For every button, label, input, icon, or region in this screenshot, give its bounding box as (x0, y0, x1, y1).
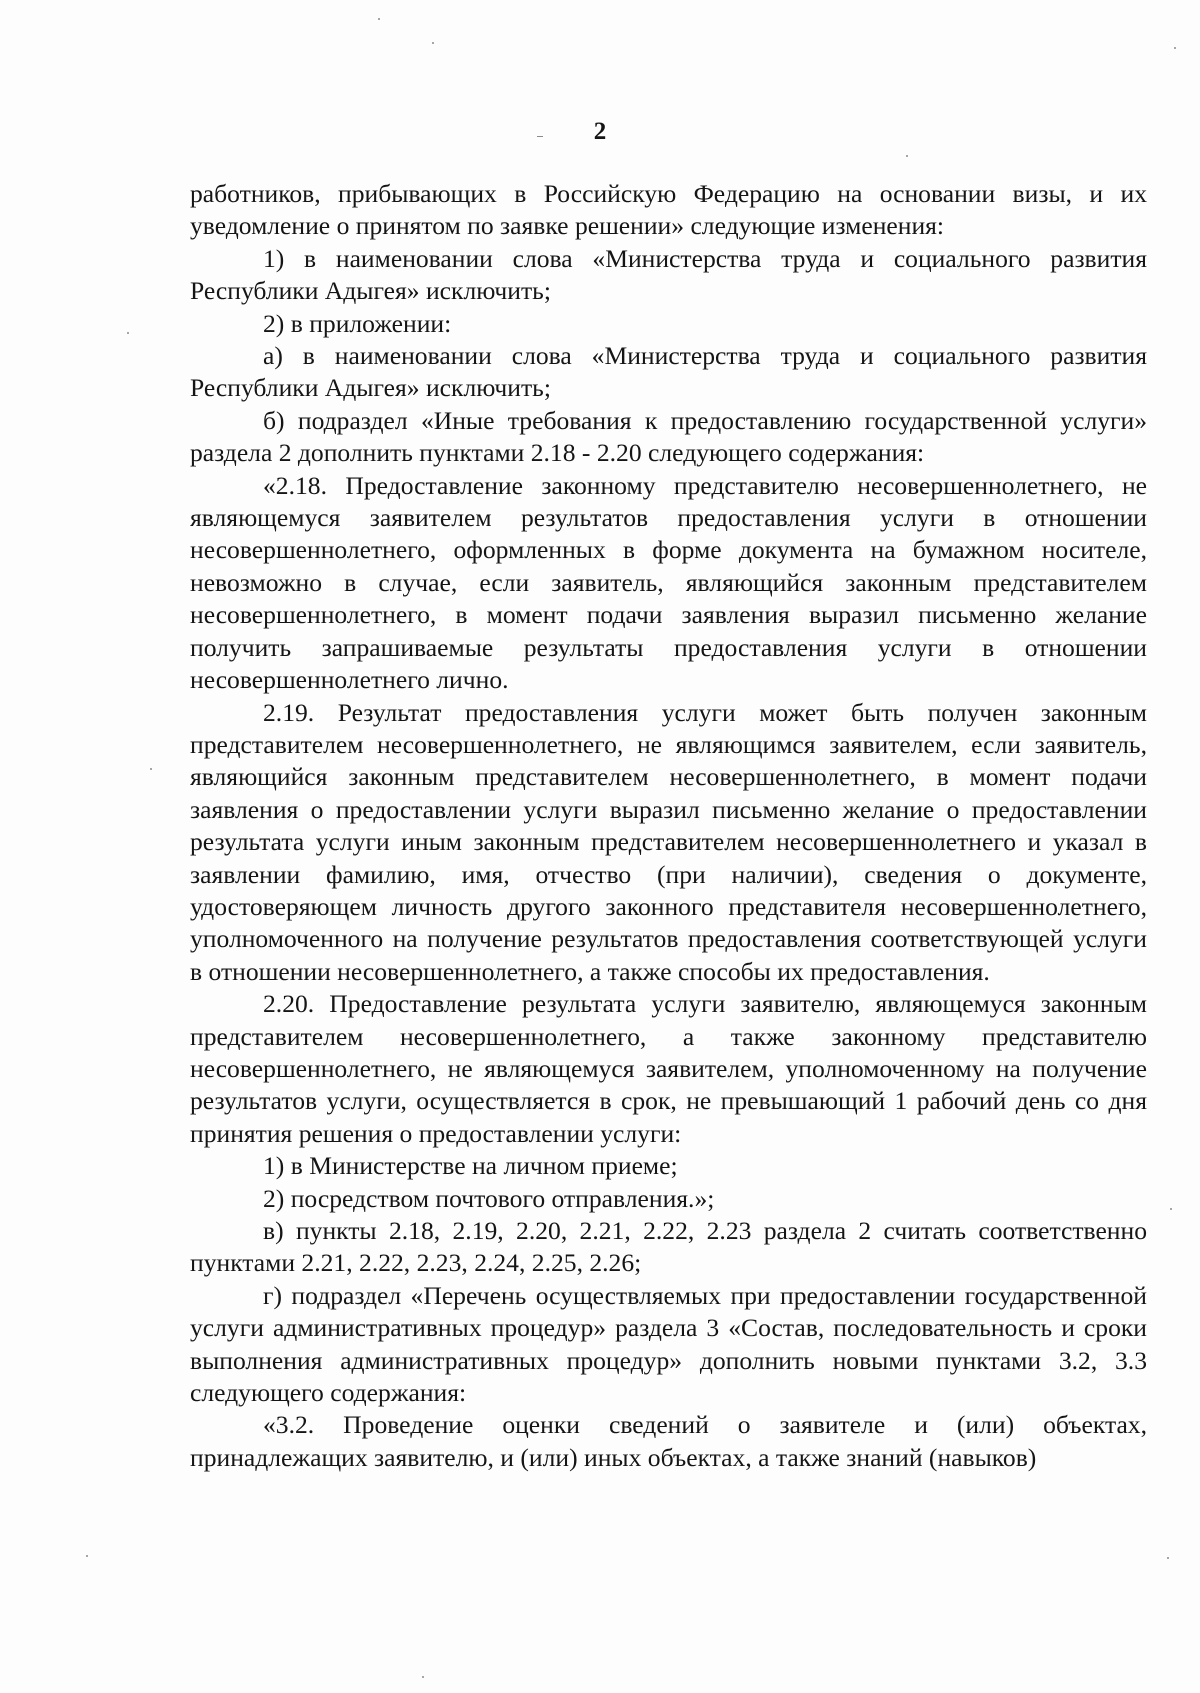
paragraph: 1) в наименовании слова «Министерства труда и социального развития Республики Адыгея» исключить; (190, 243, 1147, 306)
paragraph: 2.19. Результат предоставления услуги может быть получен законным представителем несовершеннолетнего, не являющимся заявителем, если заявитель, являющийся законным представителем несовершеннолетнего, в момент подачи заявления о предоставлении услуги выразил письменно желание о предоставлении результата услуги иным законным представителем несовершеннолетнего и указал в заявлении фамилию, имя, отчество (при наличии), сведения о документе, удостоверяющем личность другого законного представителя несовершеннолетнего, уполномоченного на получение результатов предоставления соответствующей услуги в отношении несовершеннолетнего, а также способы их предоставления. (190, 697, 1147, 986)
paragraph: б) подраздел «Иные требования к предоставлению государственной услуги» раздела 2 дополнить пунктами 2.18 - 2.20 следующего содержания: (190, 405, 1147, 468)
scan-speck (86, 1555, 88, 1557)
scan-speck (1170, 1208, 1172, 1210)
paragraph: в) пункты 2.18, 2.19, 2.20, 2.21, 2.22, 2.23 раздела 2 считать соответственно пунктами 2.21, 2.22, 2.23, 2.24, 2.25, 2.26; (190, 1216, 1147, 1278)
scan-speck (422, 1676, 424, 1678)
paragraph: «3.2. Проведение оценки сведений о заявителе и (или) объектах, принадлежащих заявителю, и (или) иных объектах, а также знаний (навыков) (190, 1410, 1147, 1472)
scan-speck (906, 155, 908, 157)
paragraph: 2) в приложении: (263, 308, 452, 338)
scan-speck (127, 332, 129, 334)
document-body (190, 178, 1147, 1474)
page-number: 2 (593, 118, 607, 145)
scan-speck (1174, 47, 1176, 49)
paragraph: г) подраздел «Перечень осуществляемых при предоставлении государственной услуги административных процедур» раздела 3 «Состав, последовательность и сроки выполнения административных процедур» дополнить новыми пунктами 3.2, 3.3 следующего содержания: (190, 1280, 1147, 1408)
scan-speck (432, 42, 434, 44)
scan-speck (378, 18, 380, 20)
scan-speck (1167, 1557, 1169, 1559)
paragraph: 1) в Министерстве на личном приеме; (263, 1151, 678, 1181)
paragraph: 2.20. Предоставление результата услуги заявителю, являющемуся законным представителем несовершеннолетнего, а также законному представителю несовершеннолетнего, не являющемуся заявителем, уполномоченному на получение результатов услуги, осуществляется в срок, не превышающий 1 рабочий день со дня принятия решения о предоставлении услуги: (190, 989, 1147, 1148)
paragraph: а) в наименовании слова «Министерства труда и социального развития Республики Адыгея» исключить; (190, 341, 1147, 403)
scan-speck (537, 136, 543, 137)
paragraph: «2.18. Предоставление законному представителю несовершеннолетнего, не являющемуся заявителем результатов предоставления услуги в отношении несовершеннолетнего, оформленных в форме документа на бумажном носителе, невозможно в случае, если заявитель, являющийся законным представителем несовершеннолетнего, в момент подачи заявления выразил письменно желание получить запрашиваемые результаты предоставления услуги в отношении несовершеннолетнего лично. (190, 470, 1147, 695)
scan-speck (150, 768, 152, 770)
paragraph: 2) посредством почтового отправления.»; (263, 1183, 715, 1213)
paragraph: работников, прибывающих в Российскую Федерацию на основании визы, и их уведомление о принятом по заявке решении» следующие изменения: (190, 179, 1147, 241)
